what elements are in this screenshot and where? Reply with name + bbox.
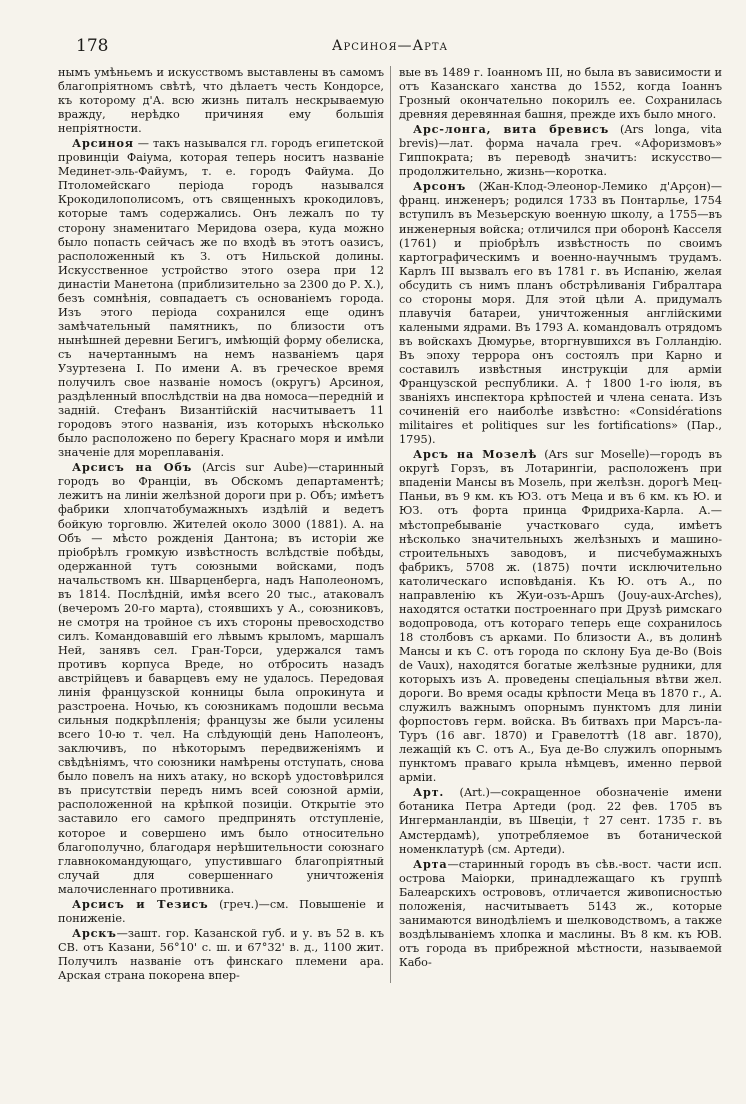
continued-paragraph xyxy=(58,66,384,136)
right-column xyxy=(390,66,722,983)
entry-text: (Жан-Клод-Элеонор-Лемико д'Арçон)—франц. инженеръ; родился 1733 въ Понтарлье, 1754 вступилъ въ Мезьерскую военную школу, а 1755—въ инженерныя войска; отличился при оборонѣ Касселя (1761) и пріобрѣлъ извѣстность по своимъ картографическимъ и военно-научнымъ трудамъ. Карлъ III вызвалъ его въ 1781 г. въ Испанію, желая обсудить съ нимъ планъ обстрѣливанія Гибралтара со стороны моря. Для этой цѣли А. придумалъ плавучія батареи, уничтоженныя англійскими калеными ядрами. Въ 1793 А. командовалъ отрядомъ въ войскахъ Дюмурье, вторгнувшихся въ Голландію. Въ эпоху террора онъ состоялъ при Карно и составилъ извѣстныя инструкціи для арміи Французской республики. А. † 1800 1-го іюля, въ званіяхъ инспектора крѣпостей и члена сената. Изъ сочиненій его наиболѣе извѣстно: «Considérations militaires et politiques sur les fortifications» (Пар., 1795). xyxy=(399,180,722,447)
continued-paragraph xyxy=(399,66,722,122)
entry-headword: Арсонъ xyxy=(413,179,467,194)
entry-text: (Ars longa, vita brevis)—лат. форма начала греч. «Афоризмовъ» Гиппократа; въ переводѣ значитъ: искусство—продолжительно, жизнь—коротка. xyxy=(399,123,722,179)
entry-text: вые въ 1489 г. Іоанномъ III, но была въ зависимости и отъ Казанскаго ханства до 1552, когда Іоаннъ Грозный окончательно покорилъ ее. Сохранилась древняя деревянная башня, прежде ихъ было много. xyxy=(399,66,722,122)
entry-headword: Арсисъ и Тезисъ xyxy=(72,896,209,911)
entry-headword: Арс-лонга, вита бревисъ xyxy=(413,122,610,137)
dictionary-entry xyxy=(58,460,384,896)
entry-headword: Арта xyxy=(413,856,448,871)
entry-headword: Арскъ xyxy=(72,925,117,940)
dictionary-entry xyxy=(58,897,384,926)
entry-text: (греч.)—см. Повышеніе и пониженіе. xyxy=(58,897,384,925)
entry-text: (Art.)—сокращенное обозначеніе имени ботаника Петра Артеди (род. 22 фев. 1705 въ Ингерманландіи, въ Швеціи, † 27 сент. 1735 г. въ Амстердамѣ), употребляемое въ ботанической номенклатурѣ (см. Артеди). xyxy=(399,786,722,856)
entry-text: (Arcis sur Aube)—старинный городъ во Франціи, въ Обскомъ департаментѣ; лежитъ на линіи желѣзной дороги при р. Объ; имѣетъ фабрики хлопчатобумажныхъ издѣлій и ведетъ бойкую торговлю. Жителей около 3000 (1881). А. на Объ — мѣсто рожденія Дантона; въ исторіи же пріобрѣлъ громкую извѣстность вслѣдствіе побѣды, одержанной тутъ союзными войсками, подъ начальствомъ кн. Шварценберга, надъ Наполеономъ, въ 1814. Послѣдній, имѣя всего 20 тыс., атаковалъ (вечеромъ 20-го марта), стоявшихъ у А., союзниковъ, не смотря на тройное съ ихъ стороны превосходство силъ. Командовавшій его лѣвымъ крыломъ, маршалъ Ней, занявъ сел. Гран-Торси, удержался тамъ противъ корпуса Вреде, но отбросить назадъ австрійцевъ и баварцевъ ему не удалось. Передовая линія французской конницы была опрокинута и разстроена. Ночью, къ союзникамъ подошли весьма сильныя подкрѣпленія; французы же были усилены всего 10-ю т. чел. На слѣдующій день Наполеонъ, заключивъ, по нѣкоторымъ передвиженіямъ и свѣдѣніямъ, что союзники намѣрены отступать, снова было повелъ на нихъ атаку, но вскорѣ удостовѣрился въ присутствіи передъ нимъ всей союзной арміи, расположенной на крѣпкой позиціи. Открытіе это заставило его самого предпринять отступленіе, которое и совершено имъ было относительно благополучно, благодаря нерѣшительности союзнаго главнокомандующаго, упустившаго благопріятный случай для совершеннаго уничтоженія малочисленнаго противника. xyxy=(58,461,384,896)
dictionary-entry xyxy=(399,122,722,179)
entry-text: —старинный городъ въ сѣв.-вост. части исп. острова Маіорки, принадлежащаго къ группѣ Балеарскихъ острововъ, отличается живописностью положенія, насчитываетъ 5143 ж., которые занимаются винодѣліемъ и шелководствомъ, а также воздѣлываніемъ хлопка и маслины. Въ 8 км. къ ЮВ. отъ города въ прибрежной мѣстности, называемой Кабо- xyxy=(399,857,722,969)
dictionary-entry xyxy=(58,926,384,983)
entry-headword: Арт. xyxy=(413,785,445,800)
dictionary-entry xyxy=(399,785,722,856)
entry-text: (Ars sur Moselle)—городъ въ округѣ Горзъ, въ Лотарингіи, расположенъ при впаденіи Мансы въ Мозель, при желѣзн. дорогѣ Мец-Паньи, въ 9 км. къ ЮЗ. отъ Меца и въ 6 км. къ Ю. и ЮЗ. отъ форта принца Фридриха-Карла. А.—мѣстопребываніе участковаго суда, имѣетъ нѣсколько значительныхъ желѣзныхъ и машино-строительныхъ заводовъ, и писчебумажныхъ фабрикъ, 5708 ж. (1875) почти исключительно католическаго исповѣданія. Къ Ю. отъ А., по направленію къ Жуи-озъ-Аршъ (Jouy-aux-Arches), находятся остатки построеннаго при Друзѣ римскаго водопровода, отъ котораго теперь еще сохранилось 18 столбовъ съ арками. По близости А., въ долинѣ Мансы и къ С. отъ города по склону Буа де-Во (Bois de Vaux), находятся богатые желѣзные рудники, для которыхъ изъ А. проведены спеціальныя вѣтви жел. дороги. Во время осады крѣпости Меца въ 1870 г., А. служилъ важнымъ опорнымъ пунктомъ для линіи форпостовъ герм. войска. Въ битвахъ при Марсъ-ла-Туръ (16 авг. 1870) и Гравелоттѣ (18 авг. 1870), лежащій къ С. отъ А., Буа де-Во служилъ опорнымъ пунктомъ праваго крыла нѣмцевъ, именно первой арміи. xyxy=(399,448,722,785)
dictionary-entry xyxy=(399,447,722,785)
dictionary-entry xyxy=(399,857,722,970)
entry-headword: Арсиноя xyxy=(72,136,134,151)
dictionary-entry xyxy=(399,179,722,447)
entry-text: —зашт. гор. Казанской губ. и у. въ 52 в. къ СВ. отъ Казани, 56°10' с. ш. и 67°32' в. д., 1100 жит. Получилъ названіе отъ финскаго племени ара. Арская страна покорена впер- xyxy=(58,926,384,982)
page-number: 178 xyxy=(76,36,109,56)
dictionary-entry xyxy=(58,136,384,460)
entry-headword: Арсъ на Мозелѣ xyxy=(413,447,538,462)
entry-text: нымъ умѣньемъ и искусствомъ выставлены въ самомъ благопріятномъ свѣтѣ, что дѣлаетъ честь Кондорсе, къ которому д'А. всю жизнь питалъ нескрываемую вражду, нерѣдко причиняя ему большія непріятности. xyxy=(58,66,384,136)
entry-headword: Арсисъ на Объ xyxy=(72,460,193,475)
running-head: Арсиноя—Арта xyxy=(331,38,449,54)
left-column xyxy=(58,66,390,983)
text-columns xyxy=(58,66,722,983)
entry-text: — такъ назывался гл. городъ египетской провинціи Фаіума, которая теперь носитъ названіе Мединет-эль-Файумъ, т. е. городъ Файума. До Птоломейскаго періода городъ назывался Крокодилополисомъ, отъ священныхъ крокодиловъ, которые тамъ содержались. Онъ лежалъ по ту сторону знаменитаго Меридова озера, куда можно было попасть сейчасъ же по входѣ въ этотъ оазисъ, расположенный къ З. отъ Нильской долины. Искусственное устройство этого озера при 12 династіи Манетона (приблизительно за 2300 до Р. Х.), безъ сомнѣнія, совпадаетъ съ основаніемъ города. Изъ этого періода сохранился еще одинъ замѣчательный памятникъ, по близости отъ нынѣшней деревни Бегигъ, имѣющій форму обелиска, съ начертаннымъ на немъ названіемъ царя Узуртезена I. По имени А. въ греческое время получилъ свое названіе номосъ (округъ) Арсиноя, раздѣленный впослѣдствіи на два номоса—передній и задній. Стефанъ Византійскій насчитываетъ 11 городовъ этого названія, изъ которыхъ нѣсколько было расположено по берегу Краснаго моря и имѣли значеніе для мореплаванія. xyxy=(58,137,384,460)
page-header xyxy=(58,28,722,66)
